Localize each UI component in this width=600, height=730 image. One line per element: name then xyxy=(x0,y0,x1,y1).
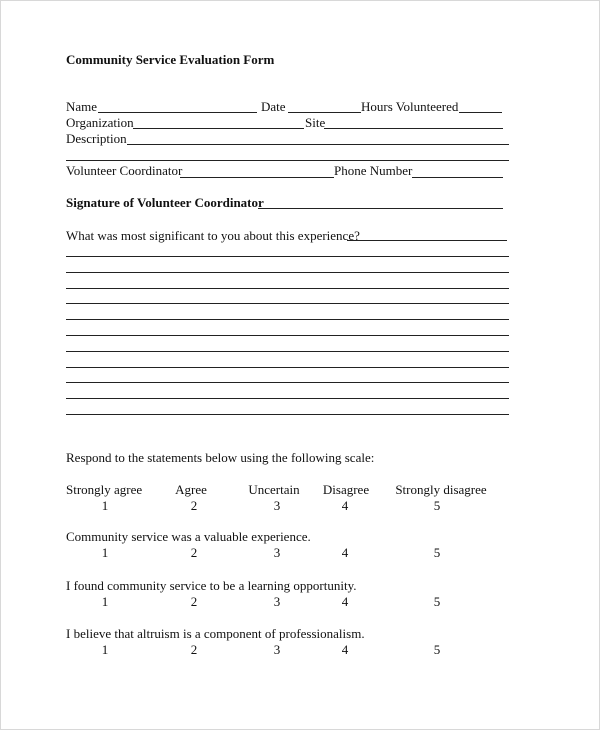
scale-value: 4 xyxy=(341,498,349,513)
question-label: What was most significant to you about this experience? xyxy=(66,228,360,243)
rating-option[interactable]: 5 xyxy=(433,642,441,657)
scale-label: Agree xyxy=(175,482,207,497)
statement-text: Community service was a valuable experience. xyxy=(66,529,311,544)
statement-text: I believe that altruism is a component of professionalism. xyxy=(66,626,365,641)
answer-line[interactable] xyxy=(66,414,509,415)
rating-option[interactable]: 1 xyxy=(101,545,109,560)
rating-option[interactable]: 4 xyxy=(341,545,349,560)
answer-line[interactable] xyxy=(66,256,509,257)
scale-value: 5 xyxy=(433,498,441,513)
scale-label: Uncertain xyxy=(248,482,300,497)
rating-option[interactable]: 1 xyxy=(101,594,109,609)
rating-option[interactable]: 3 xyxy=(273,642,281,657)
rating-option[interactable]: 4 xyxy=(341,594,349,609)
rating-option[interactable]: 5 xyxy=(433,545,441,560)
answer-line[interactable] xyxy=(66,367,509,368)
description-field[interactable] xyxy=(127,144,509,145)
description-label: Description xyxy=(66,131,127,146)
answer-line[interactable] xyxy=(66,319,509,320)
organization-label: Organization xyxy=(66,115,134,130)
scale-intro: Respond to the statements below using the following scale: xyxy=(66,450,375,465)
name-field[interactable] xyxy=(98,112,257,113)
name-label: Name xyxy=(66,99,98,114)
scale-label: Strongly agree xyxy=(66,482,143,497)
answer-line[interactable] xyxy=(66,382,509,383)
rating-option[interactable]: 5 xyxy=(433,594,441,609)
answer-line[interactable] xyxy=(66,303,509,304)
scale-label: Strongly disagree xyxy=(395,482,487,497)
site-field[interactable] xyxy=(324,128,503,129)
answer-line[interactable] xyxy=(66,398,509,399)
answer-line[interactable] xyxy=(66,272,509,273)
answer-line[interactable] xyxy=(66,351,509,352)
rating-option[interactable]: 1 xyxy=(101,642,109,657)
answer-field[interactable] xyxy=(347,240,507,241)
rating-option[interactable]: 2 xyxy=(190,545,198,560)
coordinator-field[interactable] xyxy=(180,177,334,178)
scale-value: 1 xyxy=(101,498,109,513)
hours-field[interactable] xyxy=(459,112,502,113)
scale-label: Disagree xyxy=(322,482,370,497)
statement-text: I found community service to be a learning opportunity. xyxy=(66,578,357,593)
date-label: Date xyxy=(261,99,286,114)
answer-line[interactable] xyxy=(66,335,509,336)
scale-value: 3 xyxy=(273,498,281,513)
rating-option[interactable]: 2 xyxy=(190,594,198,609)
organization-field[interactable] xyxy=(133,128,304,129)
site-label: Site xyxy=(305,115,326,130)
phone-label: Phone Number xyxy=(334,163,413,178)
phone-field[interactable] xyxy=(412,177,503,178)
rating-option[interactable]: 2 xyxy=(190,642,198,657)
signature-label: Signature of Volunteer Coordinator xyxy=(66,195,264,210)
description-field-line-2[interactable] xyxy=(66,160,509,161)
hours-label: Hours Volunteered xyxy=(361,99,459,114)
form-title: Community Service Evaluation Form xyxy=(66,52,275,67)
answer-line[interactable] xyxy=(66,288,509,289)
rating-option[interactable]: 4 xyxy=(341,642,349,657)
scale-value: 2 xyxy=(190,498,198,513)
rating-option[interactable]: 3 xyxy=(273,594,281,609)
signature-field[interactable] xyxy=(258,208,503,209)
rating-option[interactable]: 3 xyxy=(273,545,281,560)
coordinator-label: Volunteer Coordinator xyxy=(66,163,183,178)
date-field[interactable] xyxy=(288,112,361,113)
